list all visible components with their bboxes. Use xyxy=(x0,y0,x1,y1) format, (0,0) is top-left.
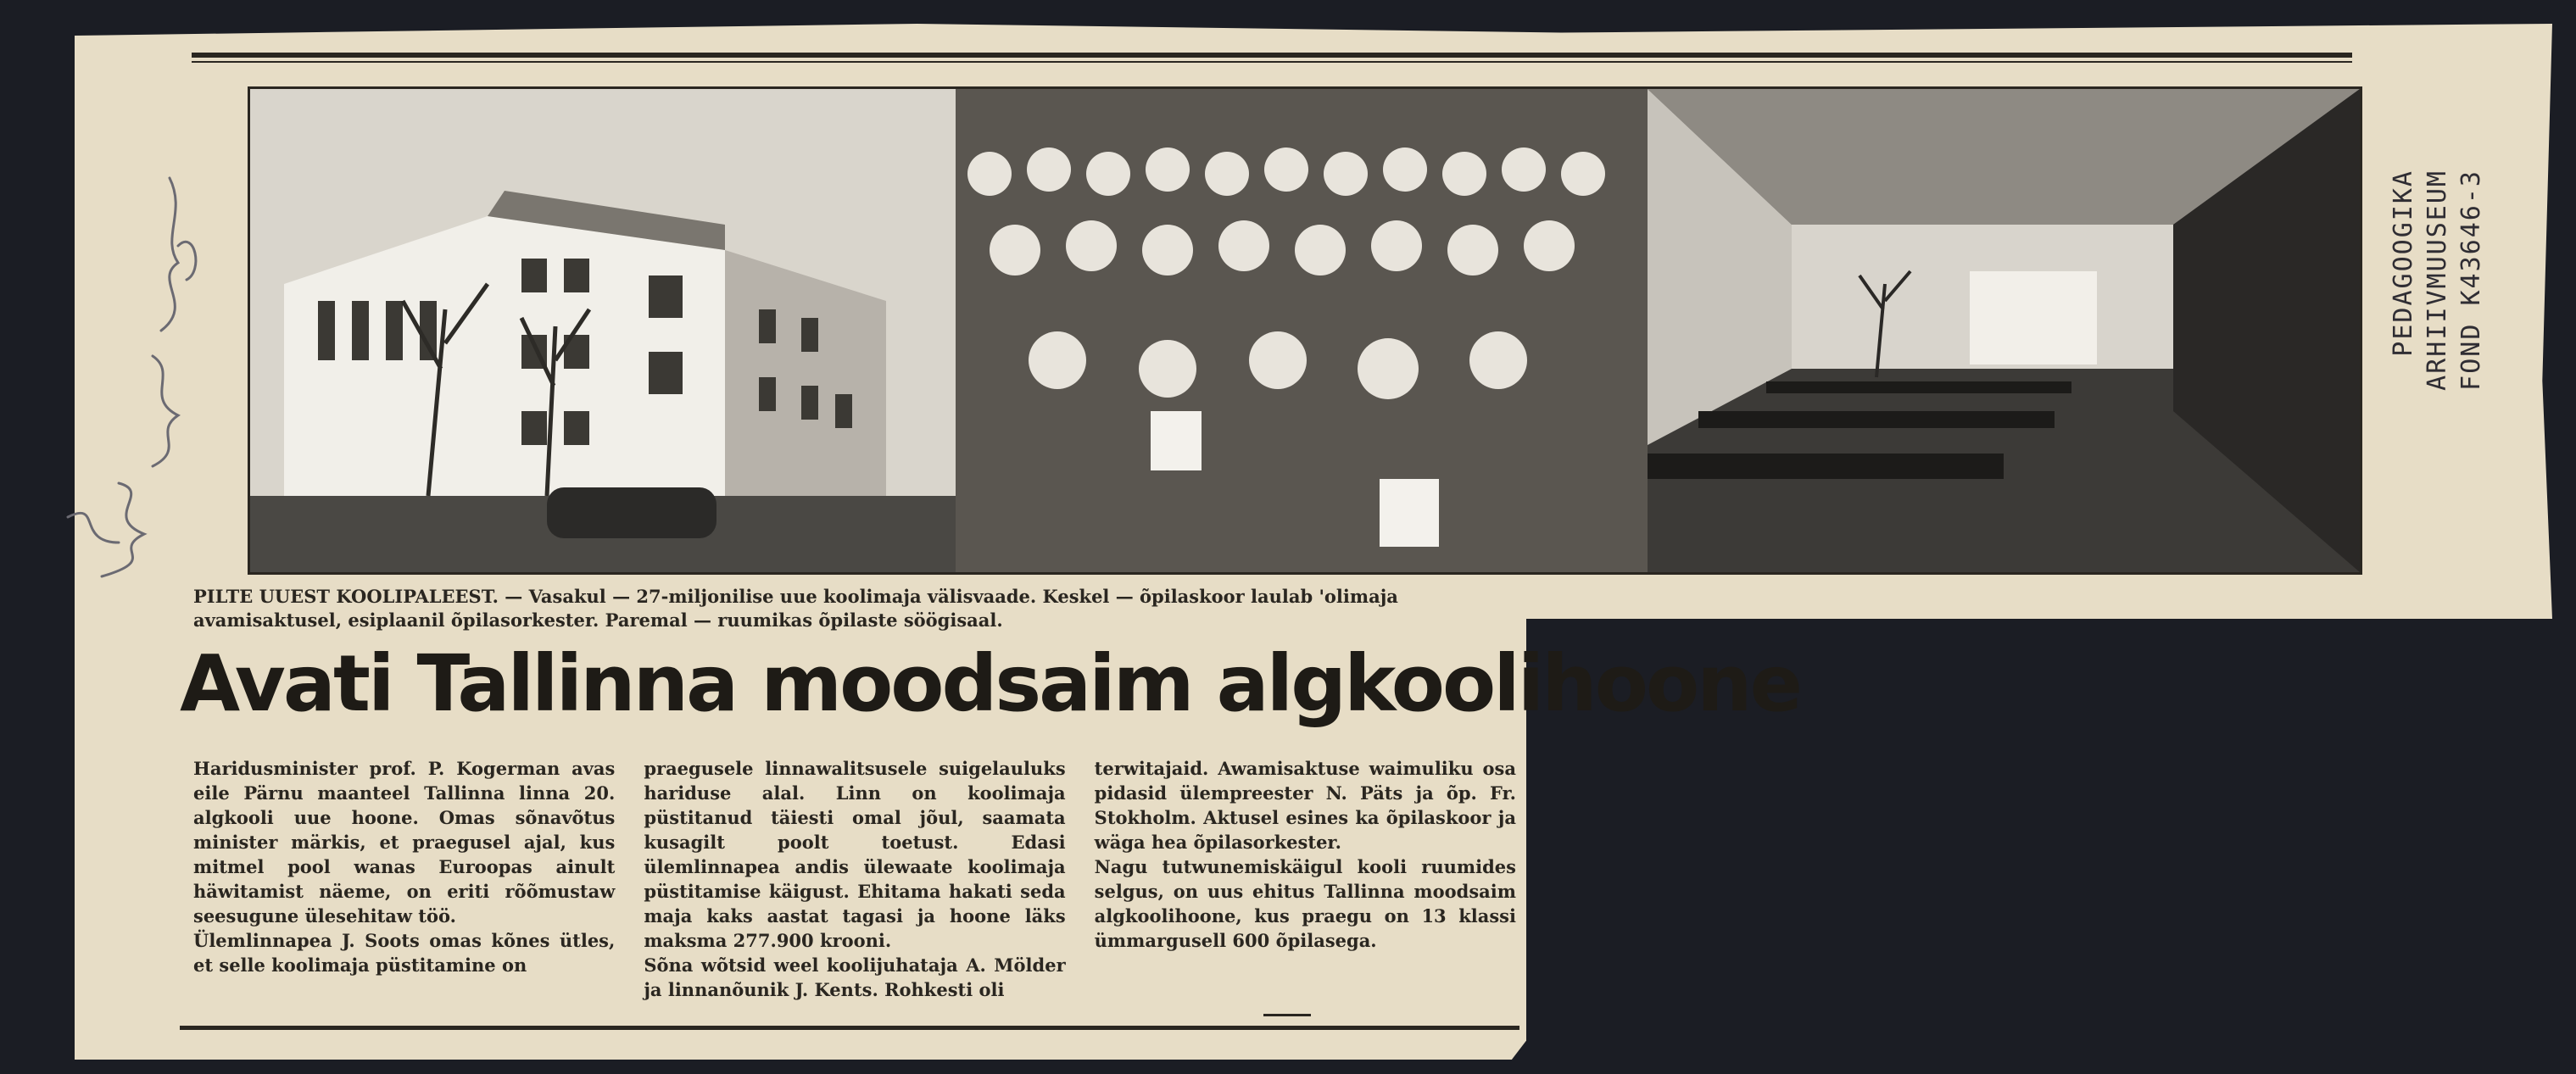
article-column-3 xyxy=(1095,756,1516,1010)
article-column-1 xyxy=(193,756,615,1010)
photo-strip xyxy=(248,86,2362,575)
stamp-line: PEDAGOOGIKA xyxy=(2389,170,2418,357)
end-mark xyxy=(1263,1014,1311,1016)
top-rule xyxy=(192,53,2352,58)
article-column-2 xyxy=(644,756,1065,1010)
paragraph: praegusele linnawalitsusele suigelauluks hariduse alal. Linn on koolimaja püstitanud täiesti omal jõul, saamata kusagilt poolt toetust. Edasi ülemlinnapea andis ülewaate koolimaja püstitamise käigust. Ehitama hakati seda maja kaks aastat tagasi ja hoone läks maksma 277.900 krooni. xyxy=(644,758,1066,951)
paragraph: Sõna wõtsid weel koolijuhataja A. Mölder ja linnanõunik J. Kents. Rohkesti oli xyxy=(644,954,1066,1000)
paragraph: terwitajaid. Awamisaktuse waimuliku osa pidasid ülempreester N. Päts ja õp. Fr. Stokholm. Aktusel esines ka õpilaskoor ja wäga hea õpilasorkester. xyxy=(1094,758,1516,853)
handwritten-note xyxy=(51,144,220,585)
stamp-line: FOND K43646-3 xyxy=(2456,170,2486,391)
bottom-rule xyxy=(180,1026,1519,1030)
headline: Avati Tallinna moodsaim algkoolihoone xyxy=(180,638,1801,729)
article-body xyxy=(193,756,1516,1010)
paragraph: Haridusminister prof. P. Kogerman avas eile Pärnu maanteel Tallinna linna 20. algkooli uue hoone. Omas sõnavõtus minister märkis, et praegusel ajal, kus mitmel pool wanas Euroopas ainult häwitamist näeme, on eriti rõõmustaw seesugune ülesehitaw töö. xyxy=(193,758,616,927)
stamp-line: ARHIIVMUUSEUM xyxy=(2423,170,2452,391)
paragraph: Nagu tutwunemiskäigul kooli ruumides selgus, on uus ehitus Tallinna moodsaim algkoolihoone, kus praegu on 13 klassi ümmargusell 600 õpilasega. xyxy=(1094,856,1516,951)
top-rule-thin xyxy=(192,61,2352,63)
photo-caption: PILTE UUEST KOOLIPALEEST. — Vasakul — 27-miljonilise uue koolimaja välisvaade. Keskel — õpilaskoor laulab 'olimaja avamisaktusel, esiplaanil õpilasorkester. Paremal — ruumikas õpilaste söögisaal. xyxy=(193,586,1398,631)
paragraph: Ülemlinnapea J. Soots omas kõnes ütles, et selle koolimaja püstitamine on xyxy=(193,930,616,976)
dining-hall-photo xyxy=(1648,89,2360,572)
choir-photo xyxy=(956,89,1648,572)
school-building-photo xyxy=(250,89,956,572)
archive-stamp-3 xyxy=(2456,170,2535,449)
